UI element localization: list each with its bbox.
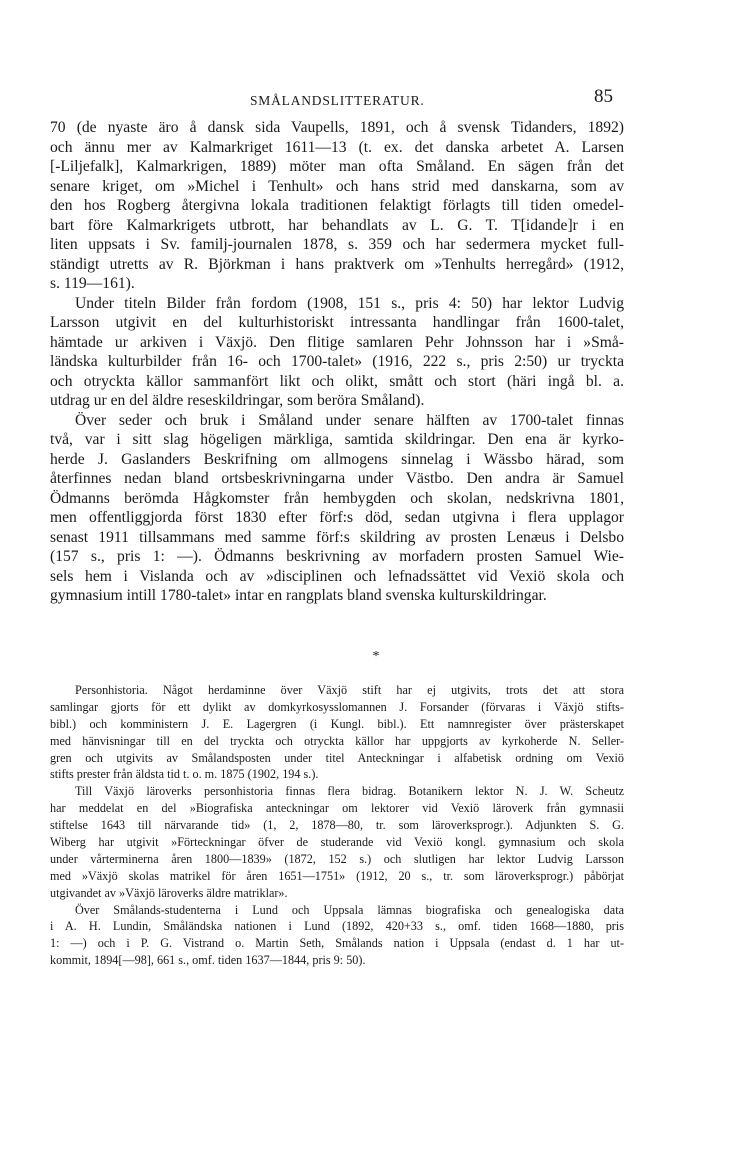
text-line: liten uppsats i Sv. familj-journalen 1878, s. 359 och har sedermera mycket full- bbox=[50, 236, 624, 253]
page-number: 85 bbox=[594, 86, 613, 107]
text-line: ländska kulturbilder från 16- och 1700-talet» (1916, 222 s., pris 2:50) ur tryckta bbox=[50, 353, 624, 370]
note-line: Wiberg har utgivit »Förteckningar öfver de studerande vid Vexiö kongl. gymnasium och skola bbox=[50, 835, 624, 850]
note-line: stiftelse 1643 till närvarande tid» (1, 2, 1878—80, tr. som läroverksprogr.). Adjunkten S. G. bbox=[50, 818, 624, 833]
text-line: gymnasium intill 1780-talet» intar en rangplats bland svenska kulturskildringar. bbox=[50, 587, 547, 604]
text-line: och otryckta källor sammanfört likt och olikt, smått och stort (häri ingå bl. a. bbox=[50, 372, 624, 390]
text-line: bart före Kalmarkrigets utbrott, har behandlats av L. G. T. T[idande]r i en bbox=[50, 216, 624, 234]
body-text bbox=[50, 118, 624, 606]
note-line: under vårterminerna åren 1800—1839» (1872, 152 s.) och slutligen har lektor Ludvig Larsson bbox=[50, 851, 624, 866]
note-line: stifts prester från äldsta tid t. o. m. 1875 (1902, 194 s.). bbox=[50, 767, 319, 782]
text-line: återfinnes nedan bland ortsbeskrivningarna under Västbo. Den andra är Samuel bbox=[50, 470, 624, 487]
text-line: [-Liljefalk], Kalmarkrigen, 1889) möter man ofta Småland. En sägen från det bbox=[50, 158, 624, 175]
section-separator: * bbox=[372, 649, 380, 664]
running-title: SMÅLANDSLITTERATUR. bbox=[250, 93, 425, 108]
text-line: hämtade ur arkiven i Växjö. Den flitige samlaren Pehr Johnsson har i »Små- bbox=[50, 333, 624, 351]
text-line: senast 1911 tillsammans med samme förf:s skildring av prosten Lenæus i Delsbo bbox=[50, 528, 624, 546]
text-line: s. 119—161). bbox=[50, 275, 135, 292]
note-line: med hänvisningar till en del tryckta och otryckta källor har uppgjorts av kyrkoherde N. Seller- bbox=[50, 733, 624, 748]
text-line: senare kriget, om »Michel i Tenhult» och hans strid med danskarna, som av bbox=[50, 177, 624, 195]
note-line: utgivandet av »Växjö läroverks äldre matriklar». bbox=[50, 885, 288, 900]
note-line: Över Smålands-studenterna i Lund och Uppsala lämnas biografiska och genealogiska data bbox=[75, 902, 624, 917]
note-line: gren och utgivits av Smålandsposten under titel Anteckningar i alfabetisk ordning om Vexiö bbox=[50, 750, 624, 765]
text-line: två, var i sitt slag högeligen märkliga, samtida skildringar. Den ena är kyrko- bbox=[50, 431, 624, 448]
text-line: (157 s., pris 1: —). Ödmanns beskrivning av morfadern prosten Samuel Wie- bbox=[50, 548, 624, 565]
text-line: sels hem i Vislanda och av »disciplinen och lefnadssättet vid Vexiö skola och bbox=[50, 567, 624, 585]
note-line: samlingar gjorts för ett dylikt av domkyrkosysslomannen J. Forsander (förvaras i Växjö stifts- bbox=[50, 699, 624, 714]
text-line: Ödmanns berömda Hågkomster från hembygden och skolan, nedskrivna 1801, bbox=[50, 489, 624, 507]
text-line: men offentliggjorda först 1830 efter förf:s död, sedan utgivna i flera upplagor bbox=[50, 509, 624, 526]
note-line: Till Växjö läroverks personhistoria finnas flera bidrag. Botanikern lektor N. J. W. Scheutz bbox=[75, 784, 624, 799]
text-line: herde J. Gaslanders Beskrifning om allmogens sinnelag i Wässbo härad, som bbox=[50, 450, 624, 468]
note-line: kommit, 1894[—98], 661 s., omf. tiden 1637—1844, pris 9: 50). bbox=[50, 953, 366, 968]
text-line: 70 (de nyaste äro å dansk sida Vaupells, 1891, och å svensk Tidanders, 1892) bbox=[50, 119, 624, 136]
footnote-section bbox=[50, 682, 624, 969]
note-line: i A. H. Lundin, Småländska nationen i Lund (1892, 420+33 s., omf. tiden 1668—1880, pris bbox=[50, 919, 624, 934]
note-line: 1: —) och i P. G. Vistrand o. Martin Seth, Smålands nation i Uppsala (endast d. 1 har ut- bbox=[50, 936, 624, 951]
note-line: med »Växjö skolas matrikel för åren 1651—1751» (1912, 20 s., tr. som läroverksprogr.) påbörjat bbox=[50, 868, 624, 883]
note-line: Personhistoria. Något herdaminne över Växjö stift har ej utgivits, trots det att stora bbox=[75, 683, 624, 697]
text-line: den hos Rogberg återgivna lokala traditionen felaktigt förlagts till tiden omedel- bbox=[50, 197, 624, 214]
note-line: bibl.) och komministern J. E. Lagergren (i Kungl. bibl.). Ett namnregister över prästerskapet bbox=[50, 716, 624, 731]
text-line: ständigt utretts av R. Björkman i hans praktverk om »Tenhults herregård» (1912, bbox=[50, 255, 624, 273]
text-line: Larsson utgivit en del kulturhistoriskt intressanta handlingar från 1600-talet, bbox=[50, 314, 624, 331]
note-line: har meddelat en del »Biografiska anteckningar om lektorer vid Vexiö läroverk från gymnasii bbox=[50, 801, 624, 816]
text-line: och ännu mer av Kalmarkriget 1611—13 (t. ex. det danska arbetet A. Larsen bbox=[50, 138, 624, 156]
text-line: Över seder och bruk i Småland under senare hälften av 1700-talet finnas bbox=[75, 411, 624, 429]
text-line: utdrag ur en del äldre reseskildringar, som beröra Småland). bbox=[50, 392, 425, 409]
text-line: Under titeln Bilder från fordom (1908, 151 s., pris 4: 50) har lektor Ludvig bbox=[75, 294, 624, 312]
